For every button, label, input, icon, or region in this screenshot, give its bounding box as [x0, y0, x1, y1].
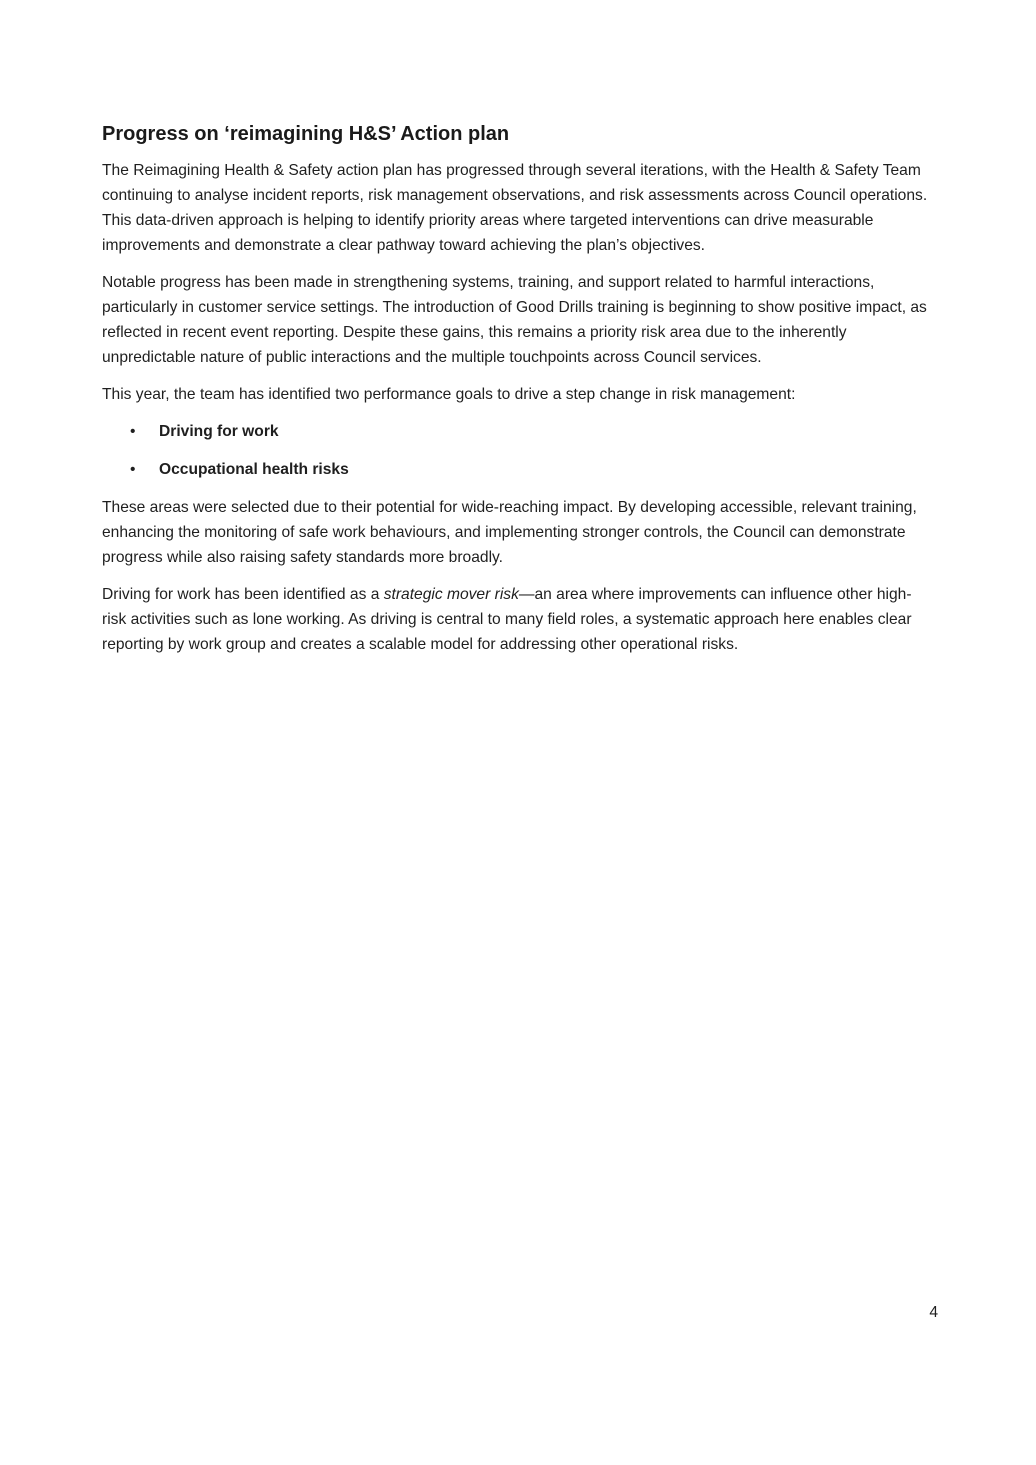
paragraph-driving-for-work [102, 582, 928, 657]
paragraph-text: Driving for work has been identified as a [102, 586, 384, 603]
paragraph-goals-intro: This year, the team has identified two performance goals to drive a step change in risk management: [102, 386, 796, 403]
list-item [102, 419, 928, 444]
paragraph-selection-rationale: These areas were selected due to their potential for wide-reaching impact. By developing accessible, relevant training, enhancing the monitoring of safe work behaviours, and implementing stronger controls, the Council can demonstrate progress while also raising safety standards more broadly. [102, 499, 917, 566]
paragraph-progress: Notable progress has been made in strengthening systems, training, and support related to harmful interactions, particularly in customer service settings. The introduction of Good Drills training is beginning to show positive impact, as reflected in recent event reporting. Despite these gains, this remains a priority risk area due to the inherently unpredictable nature of public interactions and the multiple touchpoints across Council services. [102, 274, 927, 366]
document-page [102, 120, 928, 669]
page-number: 4 [929, 1304, 938, 1321]
list-item-label: Occupational health risks [159, 461, 349, 478]
section-heading: Progress on ‘reimagining H&S’ Action plan [102, 123, 510, 145]
paragraph-intro: The Reimagining Health & Safety action plan has progressed through several iterations, with the Health & Safety Team continuing to analyse incident reports, risk management observations, and risk assessments across Council operations. This data-driven approach is helping to identify priority areas where targeted interventions can drive measurable improvements and demonstrate a clear pathway toward achieving the plan’s objectives. [102, 162, 928, 254]
list-item [102, 457, 928, 482]
bullet-icon: • [130, 461, 136, 478]
list-item-label: Driving for work [159, 423, 279, 440]
bullet-icon: • [130, 423, 136, 440]
goals-list [102, 419, 928, 482]
emphasis-text: strategic mover risk [383, 586, 519, 603]
paragraph-text: —an area where improvements can influence other high-risk activities such as lone working. As driving is central to many field roles, a systematic approach here enables clear reporting by work group and creates a scalable model for addressing other operational risks. [102, 586, 912, 653]
